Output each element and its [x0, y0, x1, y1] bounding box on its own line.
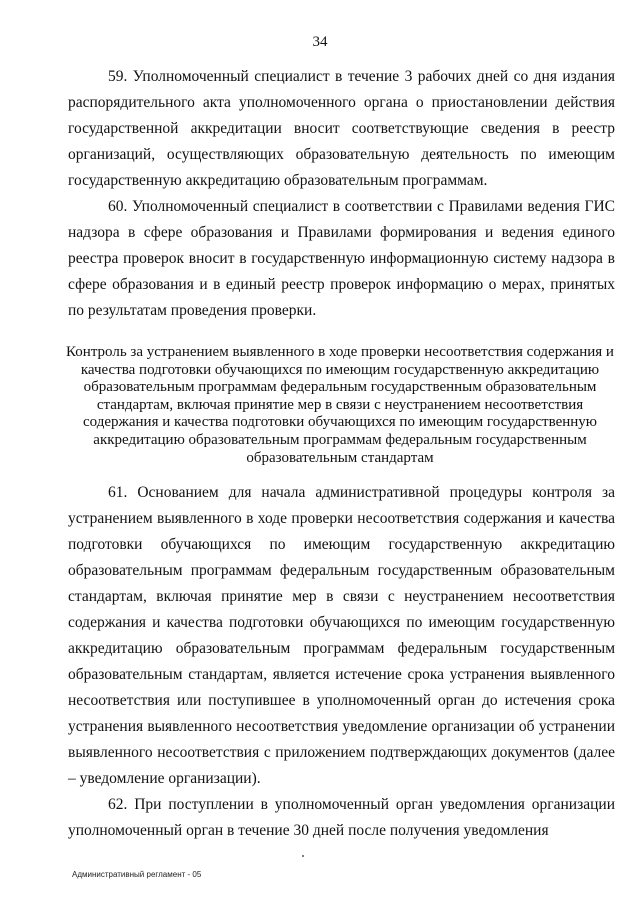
paragraph-60 [68, 194, 615, 324]
scan-speck [302, 855, 304, 857]
page-footer: Административный регламент - 05 [72, 870, 202, 879]
section-heading: Контроль за устранением выявленного в ходе проверки несоответствия содержания и качества подготовки обучающихся по имеющим государственную аккредитацию образовательным программам федеральным государственным образовательным стандартам, включая принятие мер в связи с неустранением несоответствия содержания и качества подготовки обучающихся по имеющим государственную аккредитацию образовательным программам федеральным государственным образовательным стандартам [66, 344, 614, 466]
paragraph-59-text: 59. Уполномоченный специалист в течение 3 рабочих дней со дня издания распорядительного акта уполномоченного органа о приостановлении действия государственной аккредитации вносит соответствующие сведения в реестр организаций, осуществляющих образовательную деятельность по имеющим государственную аккредитацию образовательным программам. [68, 68, 615, 189]
paragraph-59 [68, 64, 615, 194]
page-number: 34 [312, 34, 328, 50]
paragraph-62-text: 62. При поступлении в уполномоченный орган уведомления организации уполномоченный орган в течение 30 дней после получения уведомления [68, 796, 615, 839]
paragraph-60-text: 60. Уполномоченный специалист в соответствии с Правилами ведения ГИС надзора в сфере образования и Правилами формирования и ведения единого реестра проверок вносит в государственную информационную систему надзора в сфере образования и в единый реестр проверок информацию о мерах, принятых по результатам проведения проверки. [68, 198, 615, 319]
paragraph-61 [68, 480, 615, 792]
paragraph-62 [68, 792, 615, 844]
paragraph-61-text: 61. Основанием для начала административной процедуры контроля за устранением выявленного в ходе проверки несоответствия содержания и качества подготовки обучающихся по имеющим государственную аккредитацию образовательным программам федеральным государственным образовательным стандартам, включая принятие мер в связи с неустранением несоответствия содержания и качества подготовки обучающихся по имеющим государственную аккредитацию образовательным программам федеральным государственным образовательным стандартам, является истечение срока устранения выявленного несоответствия или поступившее в уполномоченный орган до истечения срока устранения выявленного несоответствия уведомление организации об устранении выявленного несоответствия с приложением подтверждающих документов (далее – уведомление организации). [68, 484, 615, 787]
